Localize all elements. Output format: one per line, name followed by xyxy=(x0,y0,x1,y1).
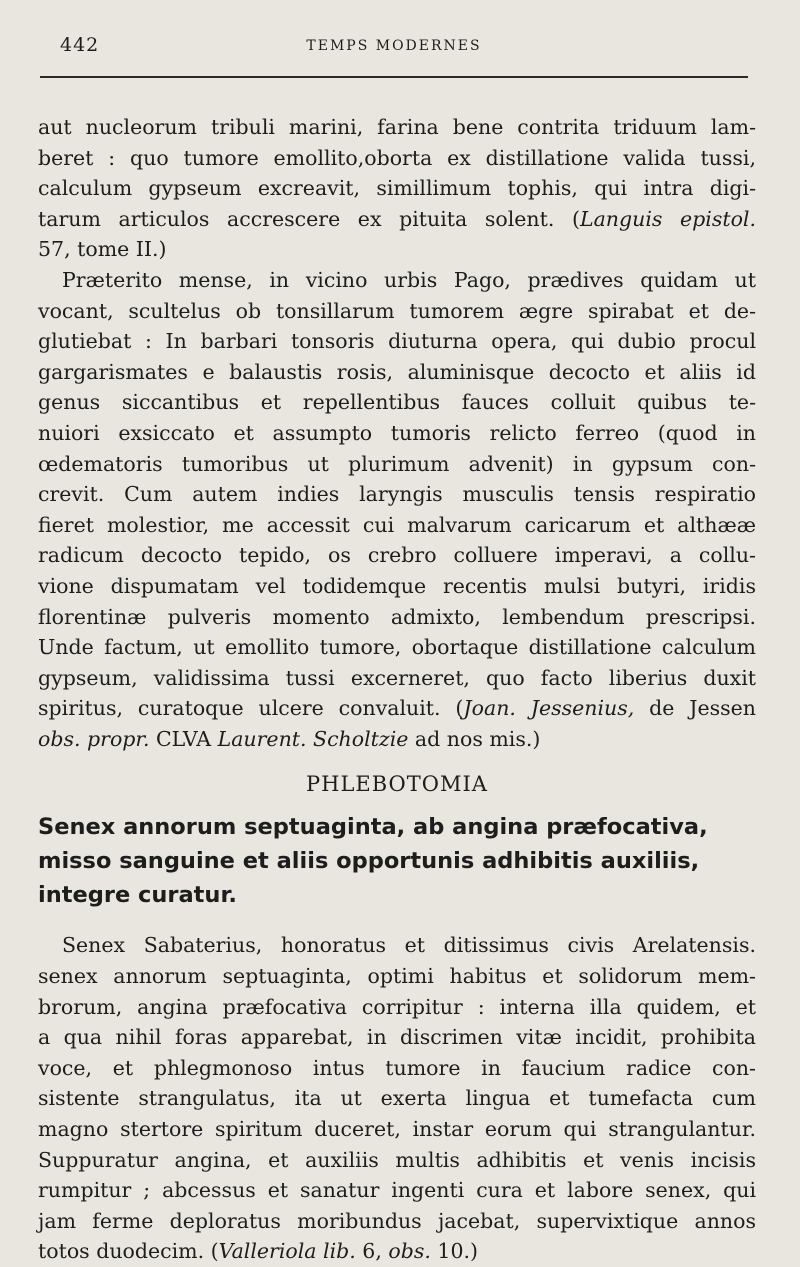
text-run: tarum articulos accrescere ex pituita solent. ( xyxy=(38,206,580,231)
text-line: a qua nihil foras apparebat, in discrimen vitæ incidit, prohibita xyxy=(38,1025,756,1050)
heading-line: integre curatur. xyxy=(38,882,237,909)
section-title: PHLEBOTOMIA xyxy=(306,772,488,797)
text-line: magno stertore spiritum duceret, instar eorum qui strangulantur. xyxy=(38,1117,756,1142)
heading-line: Senex annorum septuaginta, ab angina præfocativa, xyxy=(38,814,708,841)
heading-line: misso sanguine et aliis opportunis adhibitis auxiliis, xyxy=(38,848,700,875)
running-head: TEMPS MODERNES xyxy=(306,38,482,54)
text-run: spiritus, curatoque ulcere convaluit. ( xyxy=(38,696,464,721)
text-line: glutiebat : In barbari tonsoris diuturna opera, qui dubio procul xyxy=(38,329,756,354)
text-line: aut nucleorum tribuli marini, farina bene contrita triduum lam- xyxy=(38,115,756,139)
text-line: Unde factum, ut emollito tumore, obortaque distillatione calculum xyxy=(38,635,756,660)
text-line: crevit. Cum autem indies laryngis musculis tensis respiratio xyxy=(38,482,756,507)
text-line: radicum decocto tepido, os crebro colluere imperavi, a collu- xyxy=(38,543,756,568)
text-run: 10.) xyxy=(430,1239,479,1264)
text-line: jam ferme deploratus moribundus jacebat, supervixtique annos xyxy=(38,1208,756,1233)
text-line: fieret molestior, me accessit cui malvarum caricarum et althææ xyxy=(38,512,756,537)
text-line xyxy=(38,693,756,724)
text-line: 57, tome II.) xyxy=(38,237,167,262)
paragraph-sabaterius xyxy=(38,930,756,1267)
paragraph-case-report xyxy=(38,265,756,755)
text-line: rumpitur ; abcessus et sanatur ingenti cura et labore senex, qui xyxy=(38,1178,756,1203)
text-line: nuiori exsiccato et assumpto tumoris relicto ferreo (quod in xyxy=(38,420,756,445)
text-run: totos duodecim. ( xyxy=(38,1239,219,1264)
text-line: calculum gypseum excreavit, simillimum tophis, qui intra digi- xyxy=(38,176,756,201)
text-run: de Jessen xyxy=(634,696,757,721)
text-line xyxy=(38,1236,756,1267)
text-line: senex annorum septuaginta, optimi habitus et solidorum mem- xyxy=(38,964,756,989)
text-line: Præterito mense, in vicino urbis Pago, prædives quidam ut xyxy=(62,267,756,292)
text-line: gargarismates e balaustis rosis, aluminisque decocto et aliis id xyxy=(38,359,756,384)
text-line xyxy=(38,204,756,235)
citation-italic: obs. propr. xyxy=(38,726,150,751)
page-body xyxy=(38,112,756,1267)
citation-italic: Laurent. Scholtzie xyxy=(217,726,409,751)
page-header xyxy=(40,32,748,78)
text-run: CLVA xyxy=(149,726,218,751)
text-run: 6, xyxy=(355,1239,389,1264)
text-line: vocant, scultelus ob tonsillarum tumorem ægre spirabat et de- xyxy=(38,298,756,323)
citation-italic: Languis epistol. xyxy=(579,206,756,231)
text-line: Suppuratur angina, et auxiliis multis adhibitis et venis incisis xyxy=(38,1147,756,1172)
citation-italic: obs. xyxy=(388,1239,431,1264)
text-line xyxy=(38,724,756,755)
page-number: 442 xyxy=(60,34,100,56)
citation-italic: Joan. Jessenius, xyxy=(463,696,635,721)
text-run: ad nos mis.) xyxy=(408,726,541,751)
text-line: sistente strangulatus, ita ut exerta lingua et tumefacta cum xyxy=(38,1086,756,1111)
case-heading xyxy=(38,810,756,912)
text-line: vione dispumatam vel todidemque recentis mulsi butyri, iridis xyxy=(38,573,756,598)
text-line: florentinæ pulveris momento admixto, lembendum prescripsi. xyxy=(38,604,756,629)
text-line: beret : quo tumore emollito,oborta ex distillatione valida tussi, xyxy=(38,145,756,170)
text-line: genus siccantibus et repellentibus fauces colluit quibus te- xyxy=(38,390,756,415)
text-line: voce, et phlegmonoso intus tumore in faucium radice con- xyxy=(38,1055,756,1080)
text-line: Senex Sabaterius, honoratus et ditissimus civis Arelatensis. xyxy=(62,933,756,958)
text-line: œdematoris tumoribus ut plurimum advenit) in gypsum con- xyxy=(38,451,756,476)
text-line: brorum, angina præfocativa corripitur : interna illa quidem, et xyxy=(38,994,756,1019)
text-line: gypseum, validissima tussi excerneret, quo facto liberius duxit xyxy=(38,665,756,690)
header-rule xyxy=(40,76,748,78)
paragraph-continuation xyxy=(38,112,756,265)
citation-italic: Valleriola lib. xyxy=(218,1239,356,1264)
